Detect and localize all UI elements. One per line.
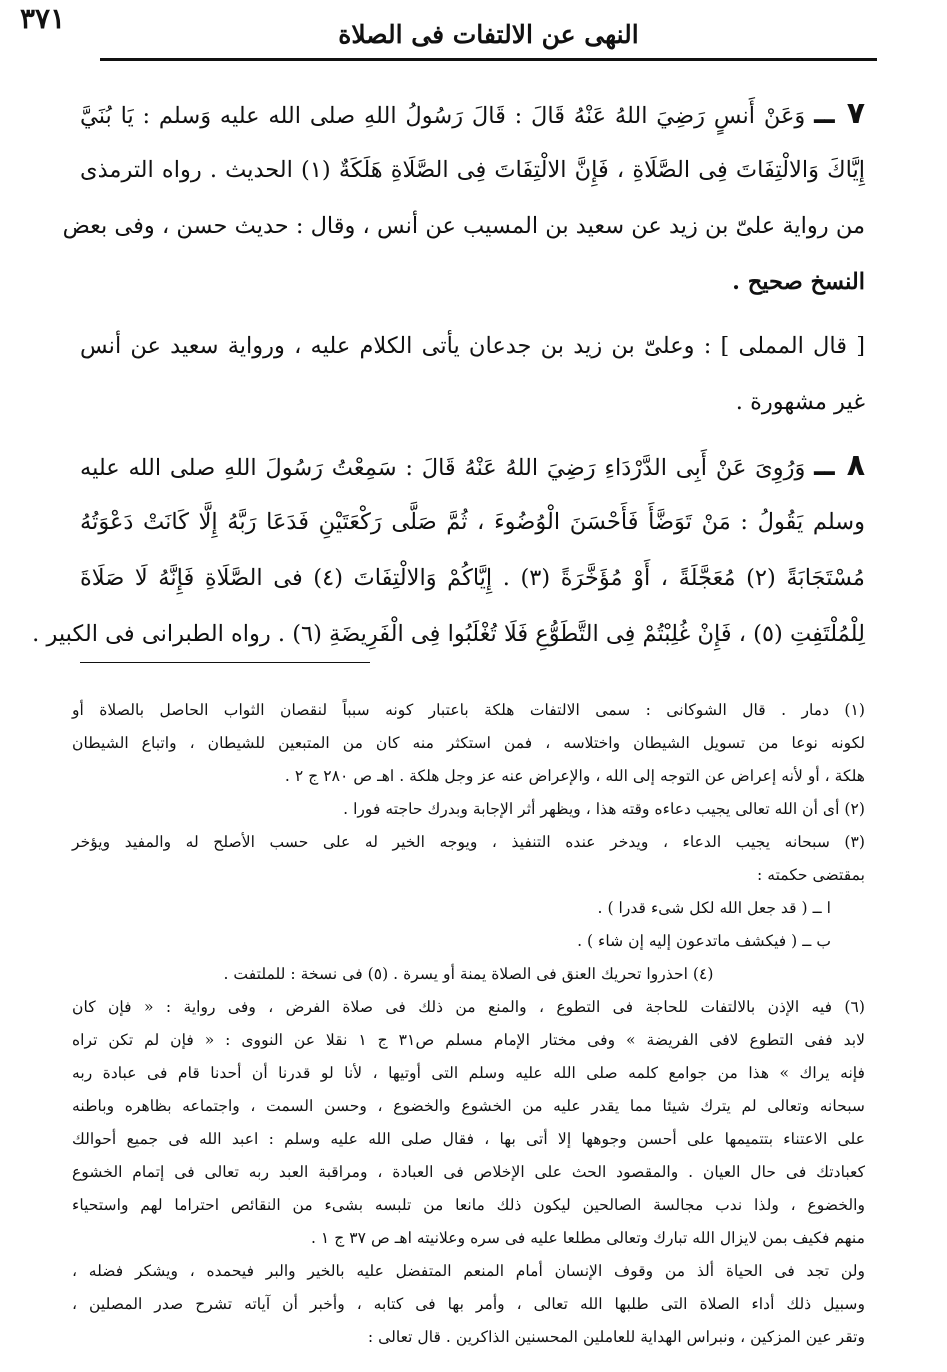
text-line: وسلم يَقُولُ : مَنْ تَوَضَّأَ فَأَحْسَنَ الْوُضُوءَ ، ثُمَّ صَلَّى رَكْعَتَيْنِ فَدَعَا رَبَّهُ إِلَّا كَانَتْ دَعْوَتُهُ [80, 509, 865, 535]
text-line: غير مشهورة . [735, 389, 865, 415]
footnote-line: هلكة ، أو لأنه إعراض عن التوجه إلى الله ، والإعراض عنه عز وجل هلكة . اهـ ص ٢٨٠ ج ٢ . [284, 767, 865, 785]
footnote-line: منهم فكيف بمن لايزال الله تبارك وتعالى مطلعا عليه فى سره وعلانيته اهـ ص ٣٧ ج ١ . [310, 1229, 865, 1247]
text-line: ٧ ــ وَعَنْ أَنسٍ رَضِيَ اللهُ عَنْهُ قَالَ : قَالَ رَسُولُ اللهِ صلى الله عليه وَسلم : يَا بُنَيَّ [80, 96, 865, 131]
footnote-line: لكونه نوعا من تسويل الشيطان واختلاسه ، فمن استكثر منه كان من المتبعين للشيطان ، واتباع الشيطان [72, 734, 865, 752]
footnote-line: (٢) أى أن الله تعالى يجيب دعاءه وقته هذا ، ويظهر أثر الإجابة وبدرك حاجته فورا . [343, 800, 865, 818]
page-number: ٣٧١ [20, 2, 66, 35]
footnote-line: بمقتضى حكمته : [757, 866, 865, 884]
running-header [100, 14, 877, 54]
chapter-title: النهى عن الالتفات فى الصلاة [338, 19, 639, 49]
footnote-line: والخضوع ، ولذا ندب مجالسة الصالحين ليكون ذلك مانعا من تلبسه بشىء من النقائص احتراما لهم واستحياء [72, 1196, 865, 1214]
verse-line: ب ــ ( فيكشف ماتدعون إليه إن شاء ) . [577, 932, 831, 950]
footnote-line: (١) دمار . قال الشوكانى : سمى الالتفات هلكة باعتبار كونه سبباً لنقصان الثواب الحاصل بالصلاة أو [72, 701, 865, 719]
hadith-number: ٧ ــ [814, 96, 865, 131]
closing-paragraph [72, 1255, 865, 1354]
text-line: مُسْتَجَابَةً (٢) مُعَجَّلَةً ، أَوْ مُؤَخَّرَةً (٣) . إِيَّاكُمْ وَالالْتِفَاتَ (٤) فى الصَّلَاةِ فَإِنَّهُ لَا صَلَاةَ [80, 565, 865, 591]
footnote-line: فإنه يراك » هذا من جوامع كلمه صلى الله عليه وسلم التى أوتيها ، لأنا لو قدرنا أن أحدنا قام فى عبادة ربه [72, 1064, 865, 1082]
footnote-line: (٤) احذروا تحريك العنق فى الصلاة يمنة أو يسرة . (٥) فى نسخة : للملتفت . [223, 965, 714, 983]
text-line: [ قال المملى ] : وعلىّ بن زيد بن جدعان يأتى الكلام عليه ، ورواية سعيد عن أنس [80, 333, 865, 359]
footnote-3 [72, 826, 865, 892]
footnote-separator [80, 662, 370, 663]
footnotes [72, 694, 865, 1354]
footnote-line: سبحانه وتعالى لم يترك شيئا مما يقدر عليه من الخشوع والخضوع ، وحسن السمت ، واجتماعه بظاهره وباطنه [72, 1097, 865, 1115]
text-line: من رواية علىّ بن زيد عن سعيد بن المسيب عن أنس ، وقال : حديث حسن ، وفى بعض [62, 213, 865, 239]
hadith-number: ٨ ــ [814, 448, 866, 483]
footnote-line: لابد ففى التطوع لافى الفريضة » وفى مختار الإمام مسلم ص٣١ ج ١ نقلا عن النووى : « فإن لم تكن تراه [72, 1031, 866, 1049]
footnote-line: كعبادتك فى حال العيان . والمقصود الحث على الإخلاص فى العبادة ، ومراقبة العبد ربه تعالى فى إتمام الخشوع [72, 1163, 865, 1181]
text-line: لِلْمُلْتَفِتِ (٥) ، فَإِنْ غُلِبْتُمْ فِى التَّطَوُّعِ فَلَا تُغْلَبُوا فِى الْفَرِيضَةِ (٦) . رواه الطبرانى فى الكبير . [32, 621, 865, 647]
footnote-line: على الاعتناء بتتميمها على أحسن وجوهها إلا أتى بها ، فقال صلى الله عليه وسلم : اعبد الله فى جميع أحوالك [72, 1130, 865, 1148]
text-line: النسخ صحيح . [732, 269, 865, 295]
footnote-line: وتقر عين المزكين ، ونبراس الهداية للعاملين المحسنين الذاكرين . قال تعالى : [367, 1328, 865, 1346]
footnote-3-verses [72, 892, 865, 958]
hadith-7 [62, 86, 865, 310]
mulli-note [80, 318, 865, 430]
footnote-6 [72, 991, 865, 1255]
footnote-line: ولن تجد فى الحياة ألذ من وقوف الإنسان أمام المنعم المتفضل عليه بالخير والبر فيحمده ، ويشكر فضله ، [72, 1262, 865, 1280]
header-rule [100, 58, 877, 61]
hadith-8 [32, 438, 866, 662]
footnote-line: (٦) فيه الإذن بالالتفات للحاجة فى التطوع ، والمنع من ذلك فى صلاة الفرض ، وفى رواية : « فإن كان [72, 998, 865, 1016]
text-line: إِيَّاكَ وَالالْتِفَاتَ فِى الصَّلَاةِ ، فَإِنَّ الالْتِفَاتَ فِى الصَّلَاةِ هَلَكَةٌ (١) الحديث . رواه الترمذى [80, 157, 865, 183]
footnote-line: (٣) سبحانه يجيب الدعاء ، ويدخر عنده التنفيذ ، ويوجه الخير له على حسب الأصلح له والمفيد ويؤخر [72, 833, 865, 851]
footnote-line: وسبيل ذلك أداء الصلاة التى طلبها الله تعالى ، وأمر بها فى كتابه ، وأخبر أن آياته تشرح صدر المصلين ، [72, 1295, 865, 1313]
main-text [32, 86, 866, 662]
footnote-1 [72, 694, 865, 793]
footnotes-4-5 [72, 958, 865, 991]
text-line: ٨ ــ وَرُوِىَ عَنْ أَبِى الدَّرْدَاءِ رَضِيَ اللهُ عَنْهُ قَالَ : سَمِعْتُ رَسُولَ اللهِ صلى الله عليه [80, 448, 866, 483]
footnote-2 [72, 793, 865, 826]
verse-line: ا ــ ( قد جعل الله لكل شىء قدرا ) . [597, 899, 831, 917]
